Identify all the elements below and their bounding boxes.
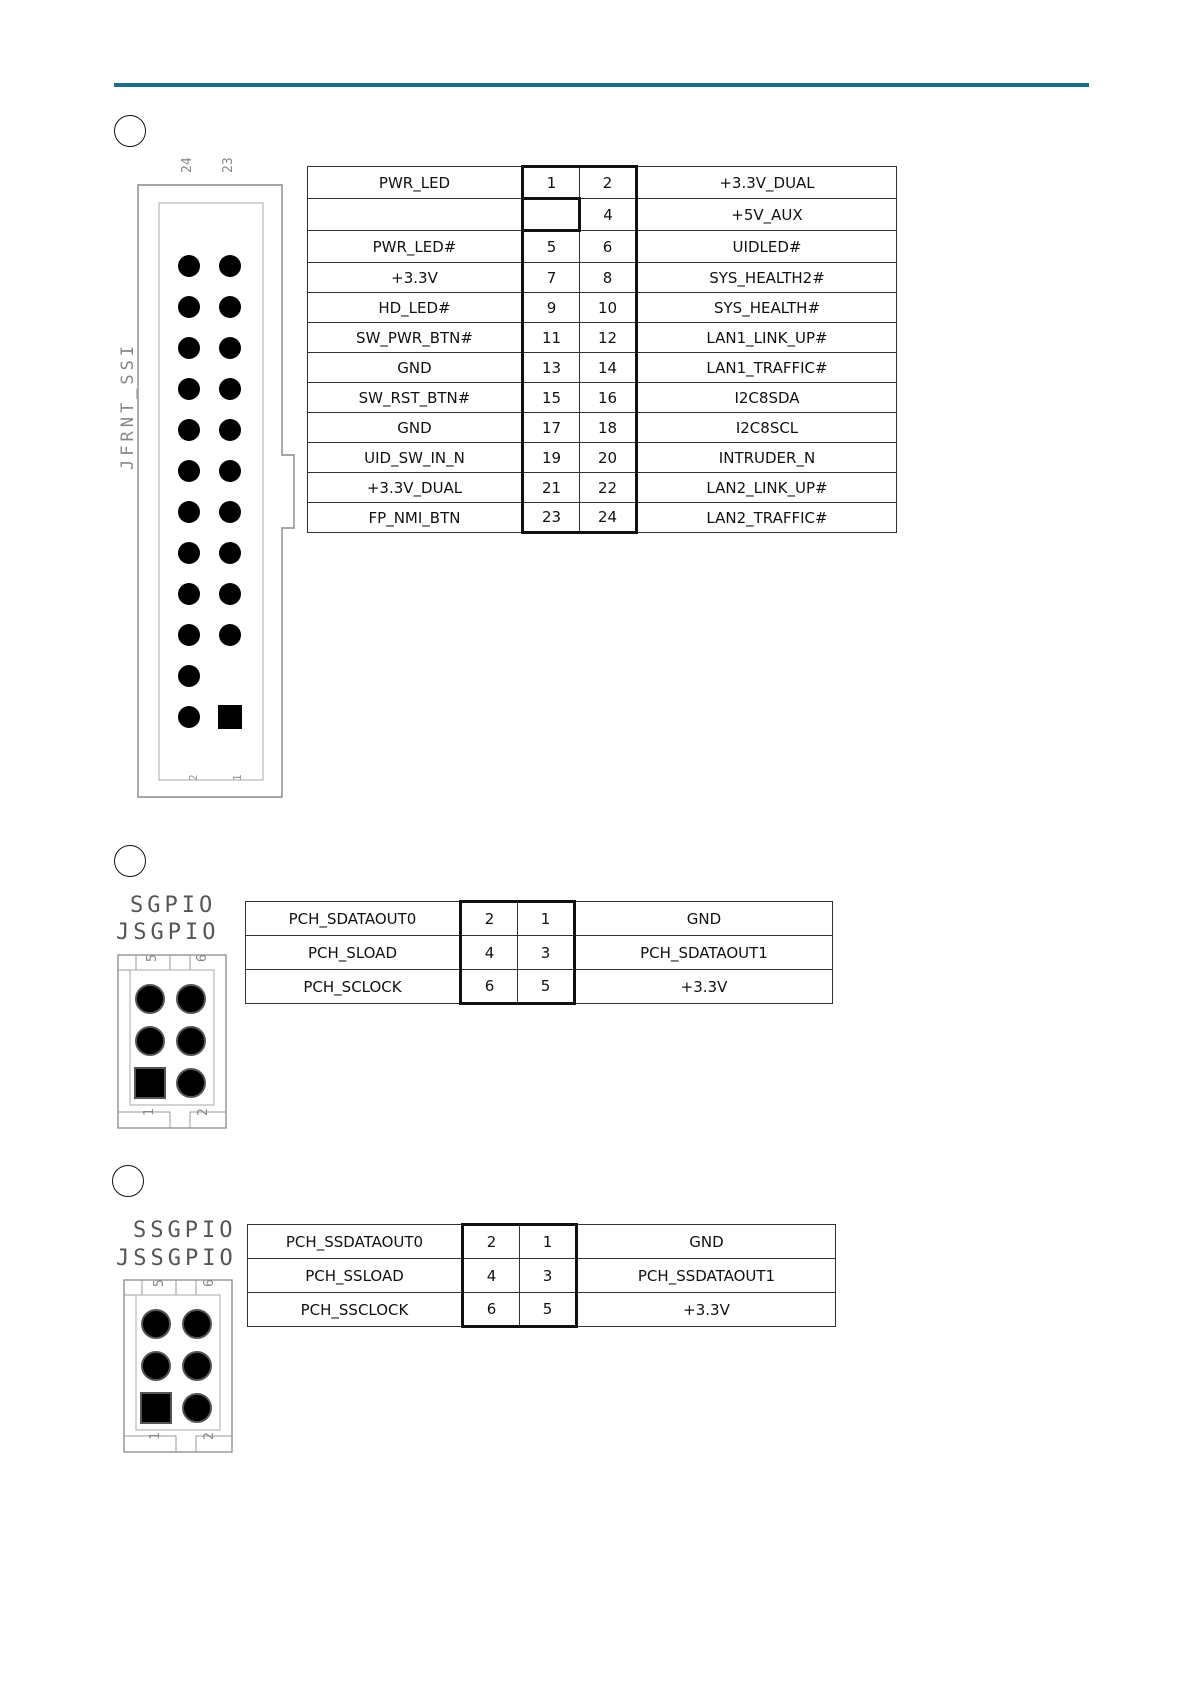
pin-row xyxy=(308,443,897,473)
pin-number: 22 xyxy=(580,473,637,503)
pin-label-6: 6 xyxy=(195,954,210,962)
pin-number: 24 xyxy=(580,503,637,533)
signal-name-right: +5V_AUX xyxy=(637,199,897,231)
pin-number: 4 xyxy=(463,1259,520,1293)
pin-row xyxy=(246,936,833,970)
pin-row xyxy=(248,1225,836,1259)
pin-label-5: 5 xyxy=(152,1279,167,1287)
pin-number: 17 xyxy=(523,413,580,443)
jssgpio-title: JSSGPIO xyxy=(116,1246,237,1271)
signal-name-left: PCH_SLOAD xyxy=(246,936,461,970)
pin-label-2: 2 xyxy=(187,774,200,781)
signal-name-left: PWR_LED# xyxy=(308,231,523,263)
pin-number: 5 xyxy=(523,231,580,263)
signal-name-left: PCH_SSLOAD xyxy=(248,1259,463,1293)
pin-number: 1 xyxy=(518,902,575,936)
pin-number: 18 xyxy=(580,413,637,443)
pin-number: 6 xyxy=(463,1293,520,1327)
pin-number xyxy=(523,199,580,231)
signal-name-left: UID_SW_IN_N xyxy=(308,443,523,473)
pin-5 xyxy=(142,1310,170,1338)
pin-number: 2 xyxy=(461,902,518,936)
signal-name-right: LAN1_TRAFFIC# xyxy=(637,353,897,383)
signal-name-right: LAN2_TRAFFIC# xyxy=(637,503,897,533)
connector-label-jfrnt: JFRNT_SSI xyxy=(118,341,138,470)
pin-row xyxy=(308,413,897,443)
pin-number: 16 xyxy=(580,383,637,413)
pin-number: 4 xyxy=(461,936,518,970)
pin-number: 5 xyxy=(520,1293,577,1327)
ssgpio-title: SSGPIO xyxy=(133,1218,237,1243)
pin-label-2: 2 xyxy=(202,1432,217,1440)
signal-name-left: PWR_LED xyxy=(308,167,523,199)
pin-number: 12 xyxy=(580,323,637,353)
signal-name-left: PCH_SDATAOUT0 xyxy=(246,902,461,936)
pin-number: 1 xyxy=(523,167,580,199)
signal-name-right: I2C8SDA xyxy=(637,383,897,413)
pin-number: 9 xyxy=(523,293,580,323)
pin-number: 2 xyxy=(580,167,637,199)
sgpio-title: SGPIO xyxy=(130,893,217,918)
pin-row xyxy=(308,473,897,503)
pin-number: 7 xyxy=(523,263,580,293)
signal-name-right: UIDLED# xyxy=(637,231,897,263)
signal-name-right: GND xyxy=(575,902,833,936)
ssgpio-pinout-table xyxy=(247,1223,836,1328)
signal-name-right: SYS_HEALTH2# xyxy=(637,263,897,293)
pin-number: 11 xyxy=(523,323,580,353)
ssgpio-pin-field xyxy=(141,1310,211,1423)
pin-row xyxy=(308,199,897,231)
pin-label-24: 24 xyxy=(180,157,195,173)
pin-number: 6 xyxy=(461,970,518,1004)
pin-number: 2 xyxy=(463,1225,520,1259)
signal-name-right: LAN2_LINK_UP# xyxy=(637,473,897,503)
signal-name-right: PCH_SSDATAOUT1 xyxy=(577,1259,836,1293)
pin-number: 21 xyxy=(523,473,580,503)
connector-outline xyxy=(124,1280,232,1452)
pin-4 xyxy=(183,1352,211,1380)
signal-name-right: +3.3V xyxy=(577,1293,836,1327)
pin-row xyxy=(308,263,897,293)
pin-row xyxy=(246,970,833,1004)
pin-number: 14 xyxy=(580,353,637,383)
signal-name-left: PCH_SCLOCK xyxy=(246,970,461,1004)
pin-number: 15 xyxy=(523,383,580,413)
signal-name-right: LAN1_LINK_UP# xyxy=(637,323,897,353)
pin-row xyxy=(308,503,897,533)
signal-name-left: HD_LED# xyxy=(308,293,523,323)
pin-label-1: 1 xyxy=(231,774,244,781)
pin-1-square xyxy=(141,1393,171,1423)
pin-row xyxy=(308,353,897,383)
signal-name-right: GND xyxy=(577,1225,836,1259)
pin-number: 3 xyxy=(520,1259,577,1293)
pin-number: 10 xyxy=(580,293,637,323)
sgpio-pinout-table xyxy=(245,900,833,1005)
pin-number: 19 xyxy=(523,443,580,473)
signal-name-left: GND xyxy=(308,353,523,383)
signal-name-right: SYS_HEALTH# xyxy=(637,293,897,323)
pin-2 xyxy=(183,1394,211,1422)
pin-number: 6 xyxy=(580,231,637,263)
signal-name-right: INTRUDER_N xyxy=(637,443,897,473)
signal-name-right: +3.3V xyxy=(575,970,833,1004)
jfrnt-pinout-table xyxy=(307,165,897,534)
pin-row xyxy=(308,231,897,263)
pin-3 xyxy=(142,1352,170,1380)
signal-name-right: +3.3V_DUAL xyxy=(637,167,897,199)
pin-label-6: 6 xyxy=(202,1279,217,1287)
pin-number: 4 xyxy=(580,199,637,231)
pin-label-23: 23 xyxy=(221,157,236,173)
jsgpio-title: JSGPIO xyxy=(116,920,220,945)
pin-label-5: 5 xyxy=(145,954,160,962)
pin-row xyxy=(248,1259,836,1293)
pin-number: 8 xyxy=(580,263,637,293)
signal-name-left: FP_NMI_BTN xyxy=(308,503,523,533)
signal-name-left: GND xyxy=(308,413,523,443)
pin-number: 20 xyxy=(580,443,637,473)
ssgpio-connector-drawing xyxy=(0,0,260,1460)
pin-row xyxy=(308,293,897,323)
signal-name-left: SW_PWR_BTN# xyxy=(308,323,523,353)
pin-label-1: 1 xyxy=(142,1108,157,1116)
pin-label-1: 1 xyxy=(148,1432,163,1440)
signal-name-left: +3.3V xyxy=(308,263,523,293)
signal-name-right: I2C8SCL xyxy=(637,413,897,443)
pin-row xyxy=(248,1293,836,1327)
signal-name-left: PCH_SSDATAOUT0 xyxy=(248,1225,463,1259)
pin-label-2: 2 xyxy=(196,1108,211,1116)
signal-name-left: PCH_SSCLOCK xyxy=(248,1293,463,1327)
pin-number: 13 xyxy=(523,353,580,383)
pin-number: 1 xyxy=(520,1225,577,1259)
signal-name-left xyxy=(308,199,523,231)
pin-row xyxy=(246,902,833,936)
pin-row xyxy=(308,323,897,353)
pin-6 xyxy=(183,1310,211,1338)
pin-row xyxy=(308,167,897,199)
pin-number: 23 xyxy=(523,503,580,533)
pin-number: 3 xyxy=(518,936,575,970)
pin-number: 5 xyxy=(518,970,575,1004)
pin-row xyxy=(308,383,897,413)
signal-name-left: +3.3V_DUAL xyxy=(308,473,523,503)
signal-name-left: SW_RST_BTN# xyxy=(308,383,523,413)
signal-name-right: PCH_SDATAOUT1 xyxy=(575,936,833,970)
